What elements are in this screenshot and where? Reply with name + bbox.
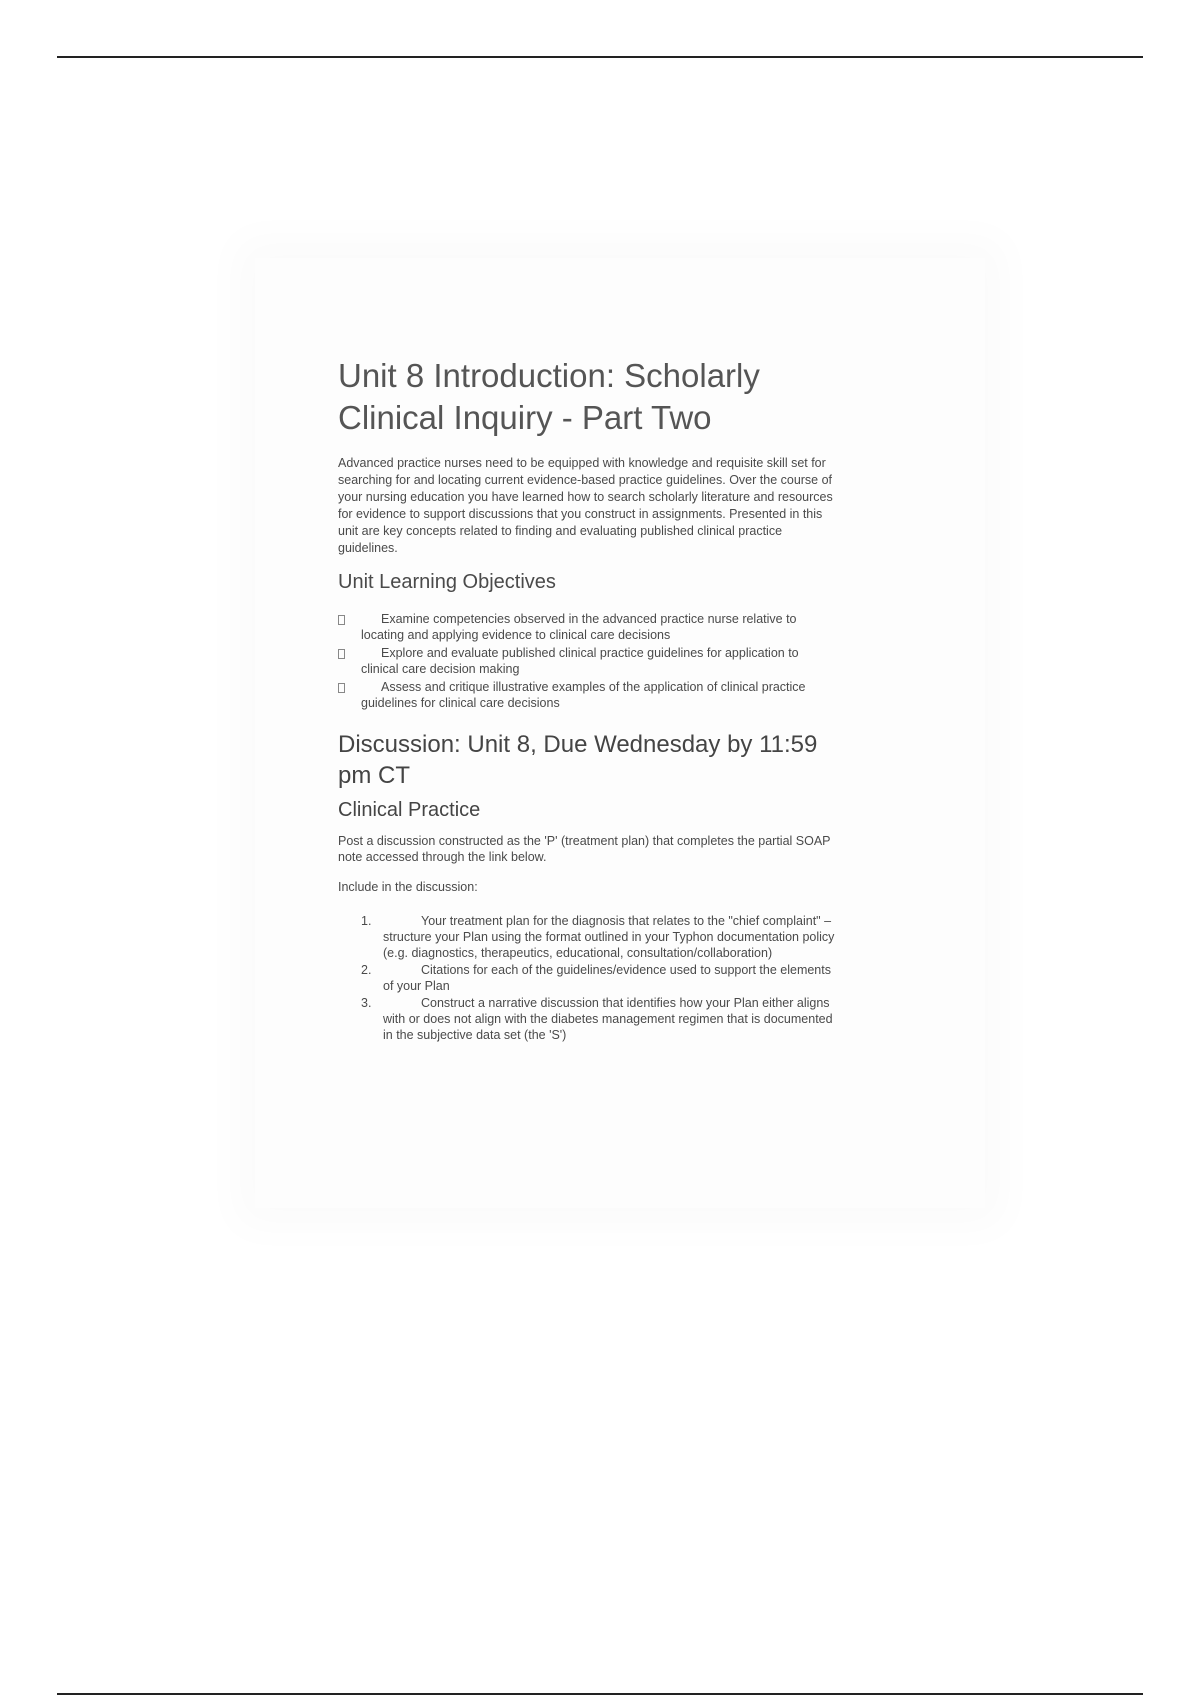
objective-item <box>338 679 838 711</box>
intro-paragraph: Advanced practice nurses need to be equipped with knowledge and requisite skill set for searching for and locating current evidence-based practice guidelines. Over the course of your nursing education you have learned how to search scholarly literature and resources for evidence to support discussions that you construct in assignments. Presented in this unit are key concepts related to finding and evaluating published clinical practice guidelines. <box>338 456 833 555</box>
document-content <box>338 355 838 1044</box>
include-label: Include in the discussion: <box>338 880 478 894</box>
post-instructions: Post a discussion constructed as the 'P' (treatment plan) that completes the partial SOAP note accessed through the link below. <box>338 834 831 864</box>
objectives-heading: Unit Learning Objectives <box>338 571 556 593</box>
top-divider <box>57 56 1143 58</box>
requirement-text: Construct a narrative discussion that identifies how your Plan either aligns with or does not align with the diabetes management regimen that is documented in the subjective data set (the 'S') <box>383 996 833 1042</box>
bullet-box-icon <box>338 683 345 693</box>
objective-text: Assess and critique illustrative examples of the application of clinical practice guidelines for clinical care decisions <box>361 680 806 710</box>
bullet-box-icon <box>338 615 345 625</box>
requirement-text: Citations for each of the guidelines/evidence used to support the elements of your Plan <box>383 963 831 993</box>
objective-item <box>338 645 838 677</box>
item-number: 3. <box>361 996 372 1010</box>
item-number: 2. <box>361 963 372 977</box>
requirement-item <box>338 962 838 994</box>
bullet-box-icon <box>338 649 345 659</box>
page-title: Unit 8 Introduction: Scholarly Clinical Inquiry - Part Two <box>338 357 760 436</box>
objectives-list <box>338 611 838 711</box>
discussion-title: Discussion: Unit 8, Due Wednesday by 11:59 pm CT <box>338 731 818 789</box>
section-heading: Clinical Practice <box>338 799 481 821</box>
objective-text: Examine competencies observed in the advanced practice nurse relative to locating and applying evidence to clinical care decisions <box>361 612 797 642</box>
bottom-divider <box>57 1693 1143 1695</box>
objective-text: Explore and evaluate published clinical practice guidelines for application to clinical care decision making <box>361 646 799 676</box>
requirement-text: Your treatment plan for the diagnosis that relates to the "chief complaint" – structure your Plan using the format outlined in your Typhon documentation policy (e.g. diagnostics, therapeutics, educational, consultation/collaboration) <box>383 914 835 960</box>
requirement-item <box>338 913 838 961</box>
objective-item <box>338 611 838 643</box>
item-number: 1. <box>361 914 372 928</box>
requirements-list <box>338 913 838 1043</box>
requirement-item <box>338 995 838 1043</box>
